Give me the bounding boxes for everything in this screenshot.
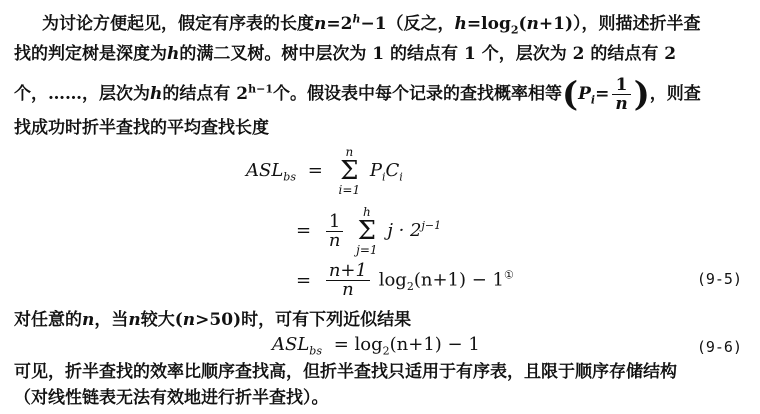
fraction-denominator: n — [615, 94, 628, 114]
fraction — [326, 210, 344, 251]
math-var: h — [150, 84, 163, 104]
fraction-numerator: n+1 — [326, 262, 370, 281]
text: 个。假设表中每个记录的查找概率相等 — [273, 84, 562, 104]
equals-sign: = — [307, 160, 323, 181]
math-sub: 2 — [510, 23, 519, 37]
math-var: C — [385, 160, 400, 181]
paragraph-1-line-4: 找成功时折半查找的平均查找长度 — [14, 118, 269, 138]
math-sup: h — [352, 12, 361, 26]
text: 的满二叉树。树中层次为 1 的结点有 1 个，层次为 2 的结点有 2 — [179, 44, 677, 64]
math-sup: h−1 — [248, 82, 273, 96]
math-expr: (n+1) − 1 — [389, 334, 480, 355]
formula-9-5-line-1 — [246, 146, 403, 196]
text: ，当 — [94, 310, 129, 330]
fraction-denominator: n — [328, 229, 341, 251]
text: 找的判定树是深度为 — [14, 44, 167, 64]
summation: n Σ i=1 — [338, 145, 361, 197]
fraction-numerator: 1 — [326, 213, 344, 232]
text: = — [595, 84, 610, 104]
fraction-numerator: 1 — [612, 76, 630, 95]
text: ，则查 — [649, 84, 701, 104]
math-var: h — [167, 44, 180, 64]
paragraph-1-line-3: 个，……，层次为h的结点有 $2^{h-1}$个。假设表中每个记录的查找概率相等($P_i=$ $\frac{1}{n}$ )，则查 — [14, 74, 701, 115]
fraction — [326, 262, 370, 299]
math-func: log — [378, 269, 407, 291]
text: =2 — [326, 14, 353, 34]
paragraph-3-line-1: 可见，折半查找的效率比顺序查找高，但折半查找只适用于有序表，且限于顺序存储结构 — [14, 362, 677, 382]
sum-lower: i=1 — [338, 183, 361, 197]
paragraph-2 — [14, 310, 411, 330]
math-sub: i — [381, 170, 386, 184]
math-var: ASL — [246, 160, 284, 181]
math-var: n — [314, 14, 327, 34]
math-sup: j−1 — [421, 219, 442, 232]
paragraph-3-line-2: （对线性链表无法有效地进行折半查找）。 — [14, 388, 329, 408]
math-var: n — [128, 310, 141, 330]
math-var: h — [454, 14, 467, 34]
summation: h Σ j=1 — [356, 205, 378, 257]
formula-9-5-line-2 — [296, 206, 441, 256]
math-var: ASL — [272, 334, 310, 355]
math-sub: i — [399, 170, 403, 184]
formula-9-5-line-3 — [296, 262, 514, 299]
math-expr: (n+1) − 1 — [413, 269, 504, 291]
math-sub: 2 — [382, 344, 390, 358]
fraction-denominator: n — [342, 279, 354, 300]
math-sub: bs — [283, 170, 296, 184]
equation-number-9-5: (9-5) — [696, 270, 742, 288]
math-var: P — [578, 84, 591, 104]
equation-number-9-6: (9-6) — [696, 338, 742, 356]
equals-sign: = — [296, 220, 312, 241]
fraction — [612, 76, 630, 113]
formula-9-6 — [272, 334, 480, 358]
math-var: n — [182, 310, 196, 330]
text: +1)），则描述折半查 — [538, 14, 701, 34]
text: 为讨论方便起见，假定有序表的长度 — [42, 14, 314, 34]
paragraph-1-line-1 — [42, 12, 701, 37]
math-expr: = log — [333, 334, 383, 355]
math-sub: i — [590, 93, 596, 107]
text: 个，……，层次为 — [14, 84, 150, 104]
text: 较大( — [140, 310, 183, 330]
math-expr: j · 2 — [387, 220, 422, 241]
text: ( — [518, 14, 527, 34]
math-sub: bs — [309, 344, 322, 358]
footnote-mark: ① — [503, 268, 514, 282]
paragraph-1-line-2 — [14, 44, 676, 64]
sum-upper: n — [345, 145, 354, 159]
text: 对任意的 — [14, 310, 82, 330]
math-var: n — [82, 310, 95, 330]
text: =log — [466, 14, 511, 34]
equals-sign: = — [296, 269, 312, 291]
text: >50)时，可有下列近似结果 — [195, 310, 412, 330]
text: −1（反之， — [360, 14, 455, 34]
math-var: P — [369, 160, 382, 181]
math-var: n — [526, 14, 539, 34]
text: 的结点有 2 — [162, 84, 249, 104]
sum-upper: h — [363, 205, 371, 219]
sum-lower: j=1 — [356, 243, 378, 257]
math-sub: 2 — [406, 280, 414, 294]
